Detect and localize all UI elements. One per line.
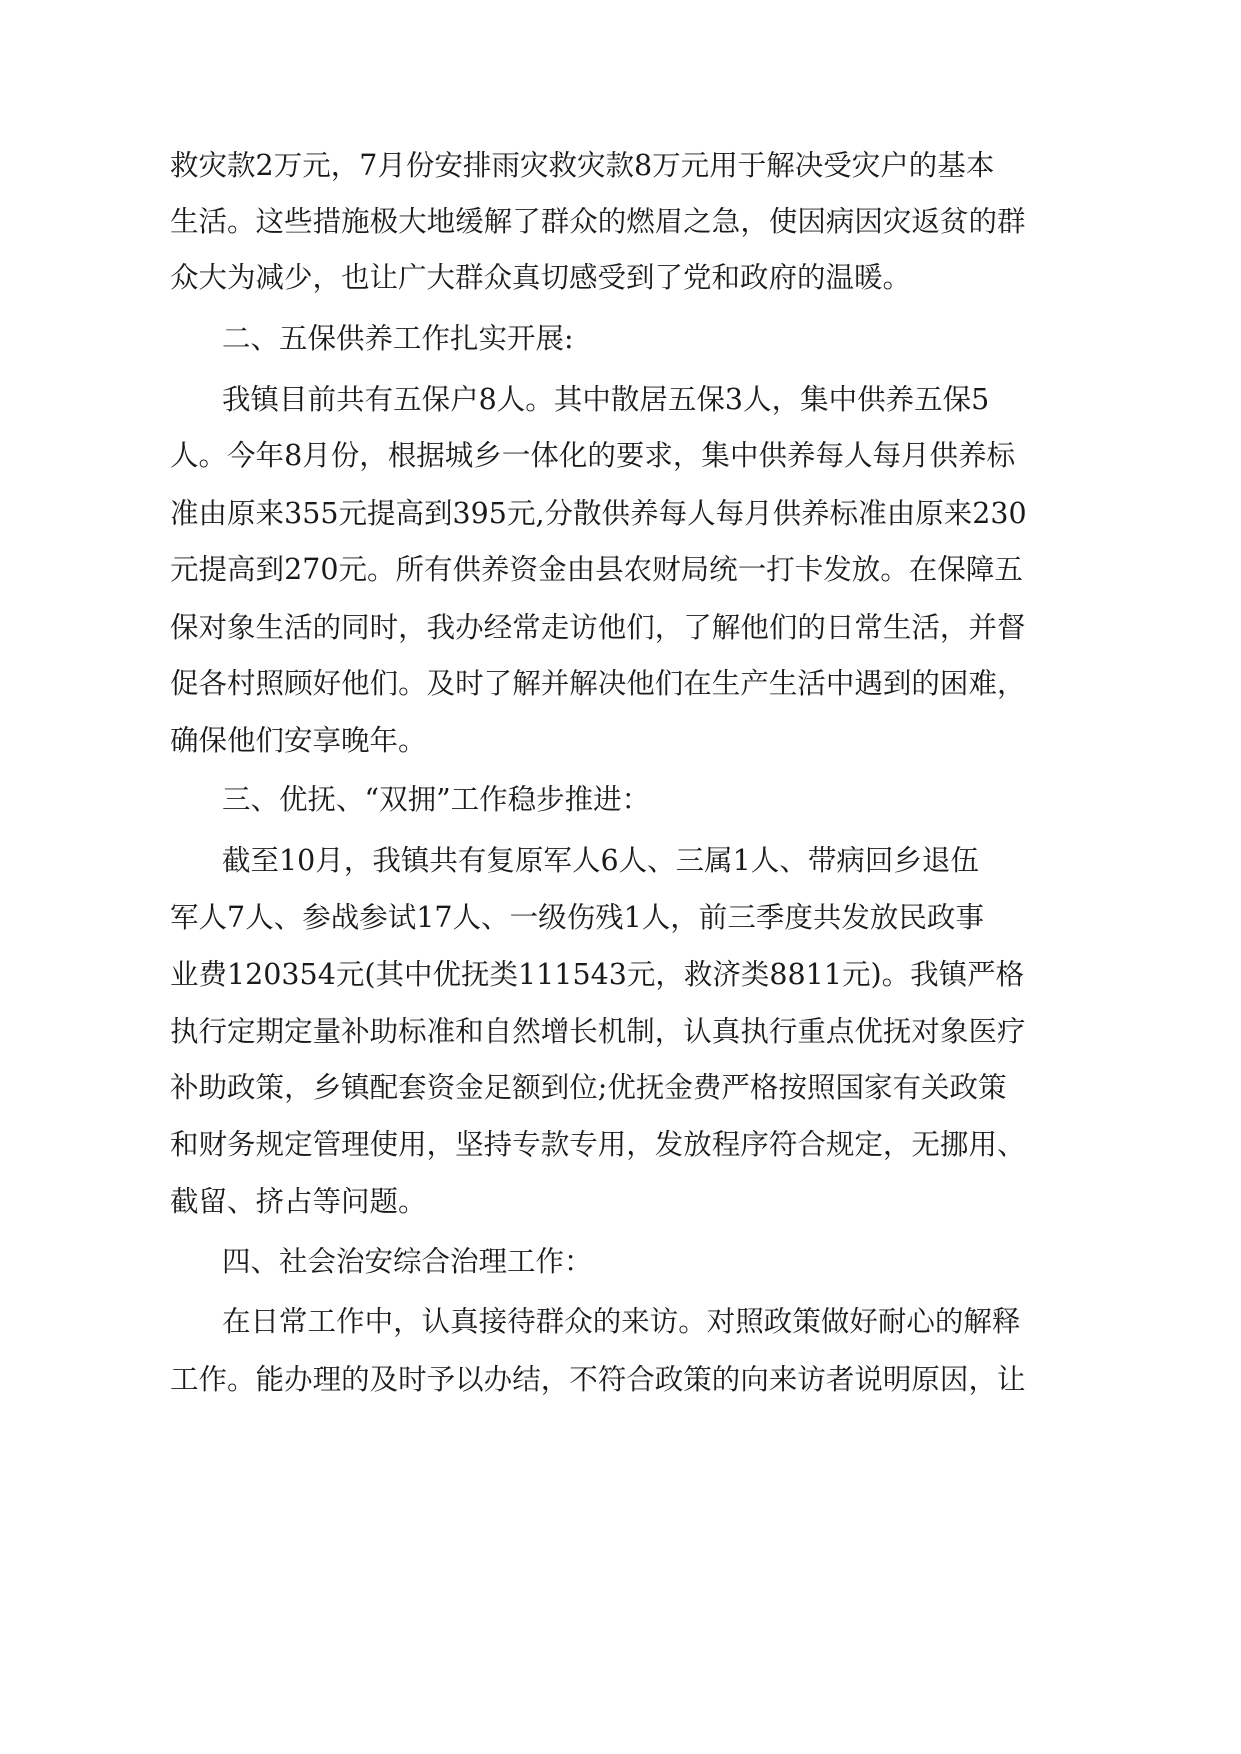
text-line: 促 各 村 照 顾 好 他 们 。 及 时 了 解 并 解 决 他 们 在 生 产 生 活 中 遇 到 的 困 难 ， — [170, 667, 1026, 700]
section-heading: 二、五保供养工作扎实开展: — [222, 322, 574, 355]
text-line: 在 日 常 工 作 中 ， 认 真 接 待 群 众 的 来 访 。 对 照 政 策 做 好 耐 心 的 解 释 — [222, 1305, 1021, 1338]
text-line: 补 助 政 策 ， 乡 镇 配 套 资 金 足 额 到 位 ; 优 抚 金 费 严 格 按 照 国 家 有 关 政 策 — [170, 1071, 1007, 1104]
text-line: 准 由 原 来 355 元 提 高 到 395 元 , 分 散 供 养 每 人 每 月 供 养 标 准 由 原 来 230 — [170, 497, 1027, 530]
text-line: 众大为减少，也让广大群众真切感受到了党和政府的温暖。 — [170, 261, 912, 294]
text-line: 人 。 今 年 8 月 份 ， 根 据 城 乡 一 体 化 的 要 求 ， 集 中 供 养 每 人 每 月 供 养 标 — [170, 439, 1016, 472]
text-line: 截留、挤占等问题。 — [170, 1185, 427, 1218]
text-line: 军 人 7 人 、 参 战 参 试 17 人 、 一 级 伤 残 1 人 ， 前 三 季 度 共 发 放 民 政 事 — [170, 901, 984, 934]
text-line: 元 提 高 到 270 元 。 所 有 供 养 资 金 由 县 农 财 局 统 一 打 卡 发 放 。 在 保 障 五 — [170, 553, 1023, 586]
section-heading: 三、优抚、“双拥”工作稳步推进： — [222, 783, 651, 816]
text-line: 执 行 定 期 定 量 补 助 标 准 和 自 然 增 长 机 制 ， 认 真 执 行 重 点 优 抚 对 象 医 疗 — [170, 1015, 1026, 1048]
text-line: 保 对 象 生 活 的 同 时 ， 我 办 经 常 走 访 他 们 ， 了 解 他 们 的 日 常 生 活 ， 并 督 — [170, 611, 1026, 644]
text-line: 我 镇 目 前 共 有 五 保 户 8 人 。 其 中 散 居 五 保 3 人 ， 集 中 供 养 五 保 5 — [222, 383, 990, 416]
text-line: 业 费 120354 元 ( 其 中 优 抚 类 111543 元 ， 救 济 类 8811 元 ) 。 我 镇 严 格 — [170, 958, 1025, 991]
text-line: 截 至 10 月 ， 我 镇 共 有 复 原 军 人 6 人 、 三 属 1 人 、 带 病 回 乡 退 伍 — [222, 844, 979, 877]
text-line: 救 灾 款 2 万 元 ， 7 月 份 安 排 雨 灾 救 灾 款 8 万 元 用 于 解 决 受 灾 户 的 基 本 — [170, 149, 995, 182]
text-line: 工 作 。 能 办 理 的 及 时 予 以 办 结 ， 不 符 合 政 策 的 向 来 访 者 说 明 原 因 ， 让 — [170, 1363, 1026, 1396]
text-line: 确保他们安享晚年。 — [170, 724, 427, 757]
section-heading: 四、社会治安综合治理工作： — [222, 1245, 593, 1278]
text-line: 和 财 务 规 定 管 理 使 用 ， 坚 持 专 款 专 用 ， 发 放 程 序 符 合 规 定 ， 无 挪 用 、 — [170, 1128, 1026, 1161]
text-line: 生 活 。 这 些 措 施 极 大 地 缓 解 了 群 众 的 燃 眉 之 急 ， 使 因 病 因 灾 返 贫 的 群 — [170, 205, 1026, 238]
